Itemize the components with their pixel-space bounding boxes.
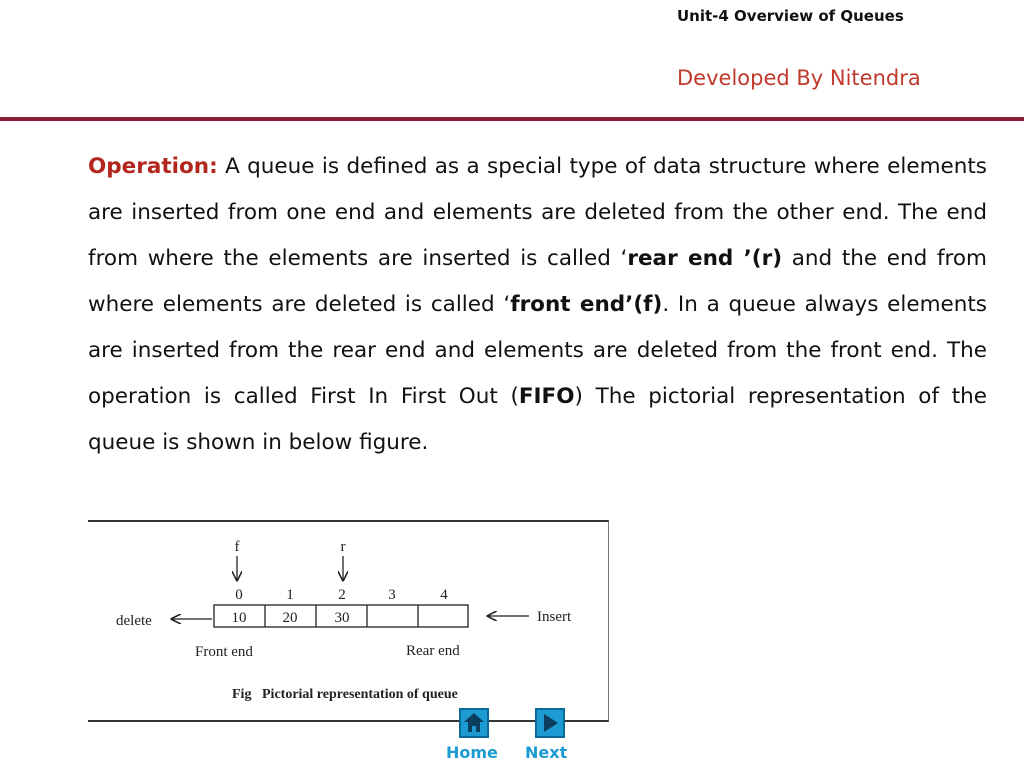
figure-caption-prefix: Fig bbox=[232, 687, 252, 702]
unit-title: Unit-4 Overview of Queues bbox=[677, 7, 904, 25]
delete-label: delete bbox=[116, 613, 152, 629]
front-end-term: front end’(f) bbox=[510, 292, 663, 317]
index-label: 1 bbox=[286, 587, 294, 603]
figure-caption: Pictorial representation of queue bbox=[262, 687, 458, 702]
queue-cell: 30 bbox=[334, 610, 350, 626]
next-arrow-icon bbox=[537, 710, 563, 736]
home-icon bbox=[461, 710, 487, 736]
paragraph-text-2: and the end from where elements are deleted is called ‘ bbox=[88, 246, 987, 317]
front-pointer-label: f bbox=[234, 539, 240, 555]
front-end-label: Front end bbox=[195, 644, 253, 660]
home-link[interactable]: Home bbox=[446, 743, 498, 762]
header-divider bbox=[0, 117, 1024, 121]
rear-end-term: rear end ’(r) bbox=[627, 246, 783, 271]
home-button[interactable] bbox=[459, 708, 489, 738]
paragraph-text-4: ) The pictorial representation of the queue is shown in below figure. bbox=[88, 384, 987, 455]
rear-pointer-label: r bbox=[340, 539, 346, 555]
paragraph-text-3: . In a queue always elements are inserted from the rear end and elements are deleted from the front end. The operation is called First In First Out ( bbox=[88, 292, 987, 409]
index-label: 4 bbox=[440, 587, 448, 603]
queue-cell: 20 bbox=[282, 610, 298, 626]
next-link[interactable]: Next bbox=[525, 743, 568, 762]
rear-end-label: Rear end bbox=[406, 643, 460, 659]
queue-diagram bbox=[88, 522, 608, 720]
index-label: 0 bbox=[235, 587, 243, 603]
author-credit: Developed By Nitendra bbox=[677, 66, 921, 90]
paragraph-text-1: A queue is defined as a special type of data structure where elements are inserted from one end and elements are deleted from the other end. The end from where the elements are inserted is called ‘ bbox=[88, 154, 987, 271]
index-label: 2 bbox=[338, 587, 346, 603]
next-button[interactable] bbox=[535, 708, 565, 738]
queue-figure bbox=[88, 520, 609, 722]
operation-paragraph bbox=[88, 144, 987, 466]
queue-cell: 10 bbox=[231, 610, 247, 626]
insert-label: Insert bbox=[537, 609, 572, 625]
index-label: 3 bbox=[388, 587, 396, 603]
operation-label: Operation: bbox=[88, 154, 218, 179]
fifo-term: FIFO bbox=[518, 384, 575, 409]
